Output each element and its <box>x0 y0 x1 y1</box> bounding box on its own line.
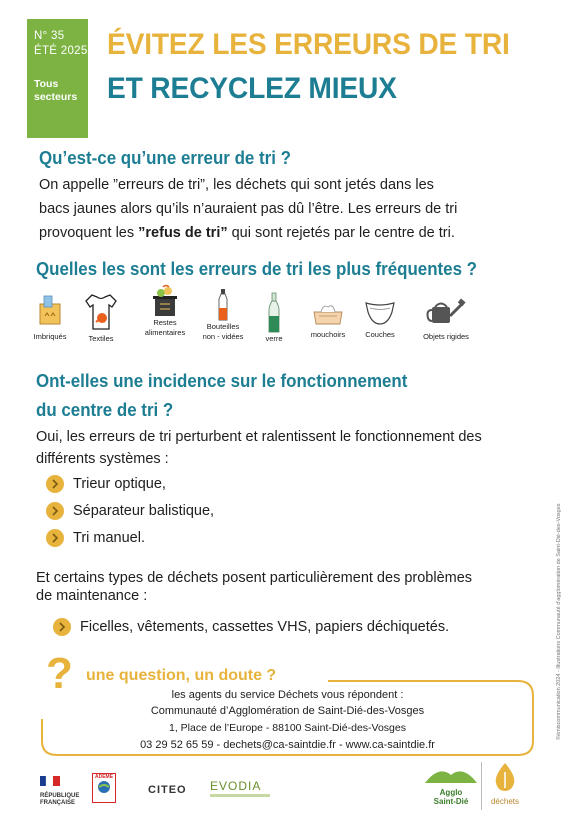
section3-heading-line2: du centre de tri ? <box>36 400 174 420</box>
agglo-text: Agglo <box>439 788 463 797</box>
bullet-item <box>53 617 449 637</box>
page-title-line1: ÉVITEZ LES ERREURS DE TRI <box>107 28 510 61</box>
contact-line4: 03 29 52 65 59 - dechets@ca-saintdie.fr - www.ca-saintdie.fr <box>140 739 435 751</box>
item-textiles <box>81 292 121 344</box>
contact-heading: une question, un doute ? <box>86 667 277 684</box>
globe-icon <box>97 780 111 794</box>
bullet-text: Tri manuel. <box>73 530 145 546</box>
illustration-credit: ©émiscommunication 2024 - Illustrations Communauté d'agglomération de Saint-Dié-des-Vosges <box>556 503 562 740</box>
chevron-right-icon <box>53 618 71 636</box>
ademe-text: ADEME <box>94 774 114 780</box>
section1-line3-end: qui sont rejetés par le centre de tri. <box>227 225 455 241</box>
bullet-item <box>46 474 166 494</box>
item-couches <box>360 300 400 340</box>
bullet-text: Trieur optique, <box>73 476 166 492</box>
contact-details <box>40 688 535 754</box>
item-verre <box>259 292 289 344</box>
section1-line2: bacs jaunes alors qu’ils n’auraient pas dû l’être. Les erreurs de tri <box>39 201 458 217</box>
hills-icon <box>425 763 477 783</box>
bullet-text: Séparateur balistique, <box>73 503 215 519</box>
chevron-right-icon <box>46 475 64 493</box>
section3-paragraph2 <box>36 569 472 605</box>
item-label: Objets rigides <box>423 332 469 341</box>
section1-line1: On appelle ”erreurs de tri”, les déchets qui sont jetés dans les <box>39 177 434 193</box>
item-label: Textiles <box>88 334 114 343</box>
item-label: verre <box>265 334 283 343</box>
item-label: Couches <box>365 330 395 339</box>
t-shirt-icon <box>82 292 120 332</box>
dechets-text: déchets <box>490 797 520 806</box>
bullet-text: Ficelles, vêtements, cassettes VHS, papiers déchiquetés. <box>80 619 450 635</box>
dechets-logo <box>487 762 523 806</box>
watering-can-icon <box>426 298 466 326</box>
section3-paragraph <box>36 426 528 470</box>
issue-season: ÉTÉ 2025 <box>34 45 88 57</box>
food-waste-icon <box>150 284 180 318</box>
item-imbriques <box>33 292 67 342</box>
item-label: mouchoirs <box>310 330 346 339</box>
chevron-right-icon <box>46 502 64 520</box>
section2-heading: Quelles les sont les erreurs de tri les plus fréquentes ? <box>36 259 478 279</box>
bullet-item <box>46 501 214 521</box>
item-label: Imbriqués <box>33 332 67 341</box>
chevron-right-icon <box>46 529 64 547</box>
marianne-icon <box>40 776 60 786</box>
section3-heading <box>36 367 407 425</box>
issue-tag <box>27 19 88 138</box>
evodia-logo: EVODIA <box>210 779 262 793</box>
section3-heading-line1: Ont-elles une incidence sur le fonctionnement <box>36 371 408 391</box>
item-mouchoirs <box>305 302 351 340</box>
item-bouteilles <box>199 288 247 342</box>
agglo-logo <box>423 763 479 806</box>
glass-bottle-icon <box>267 292 281 334</box>
sectors-label-1: Tous <box>34 78 59 90</box>
item-label-line2: non - vidées <box>202 332 244 341</box>
section1-paragraph <box>39 173 457 245</box>
section3-para2-line2: de maintenance : <box>36 588 148 604</box>
item-restes <box>141 284 189 338</box>
sectors-label-2: secteurs <box>34 91 78 103</box>
page-title-line2: ET RECYCLEZ MIEUX <box>107 72 397 105</box>
republique-logo <box>40 773 84 807</box>
nested-box-icon <box>37 292 63 326</box>
bottle-icon <box>216 288 230 322</box>
section3-para2-line1: Et certains types de déchets posent particulièrement des problèmes <box>36 570 473 586</box>
contact-line2: Communauté d’Agglomération de Saint-Dié-des-Vosges <box>150 705 425 717</box>
bullet-item <box>46 528 145 548</box>
item-objets-rigides <box>415 298 477 342</box>
saint-die-text: Saint-Dié <box>433 797 469 806</box>
republique-text-2: FRANÇAISE <box>40 800 76 806</box>
item-label-line1: Bouteilles <box>206 322 240 331</box>
leaf-drop-icon <box>492 762 518 792</box>
question-mark-icon: ? <box>46 649 73 698</box>
section1-line3-start: provoquent les <box>39 225 139 241</box>
ademe-logo <box>92 773 116 803</box>
section3-para-line1: Oui, les erreurs de tri perturbent et ralentissent le fonctionnement des <box>36 429 482 445</box>
logo-divider <box>481 762 482 810</box>
item-label-line1: Restes <box>153 318 177 327</box>
section1-line3 <box>39 221 457 245</box>
refus-de-tri-emphasis: ”refus de tri” <box>138 225 228 241</box>
section3-para-line2: différents systèmes : <box>36 451 169 467</box>
contact-line3: 1, Place de l’Europe - 88100 Saint-Dié-des-Vosges <box>169 722 406 734</box>
section1-heading: Qu’est-ce qu’une erreur de tri ? <box>39 148 291 168</box>
evodia-underline <box>210 794 270 797</box>
tissues-icon <box>311 302 345 326</box>
item-label-line2: alimentaires <box>144 328 186 337</box>
sorting-errors-list <box>33 292 493 354</box>
contact-line1: les agents du service Déchets vous répondent : <box>171 689 404 701</box>
issue-number: N° 35 <box>34 30 65 42</box>
citeo-logo: CITEO <box>148 784 187 796</box>
republique-text-1: RÉPUBLIQUE <box>40 793 80 799</box>
diaper-icon <box>364 300 396 326</box>
